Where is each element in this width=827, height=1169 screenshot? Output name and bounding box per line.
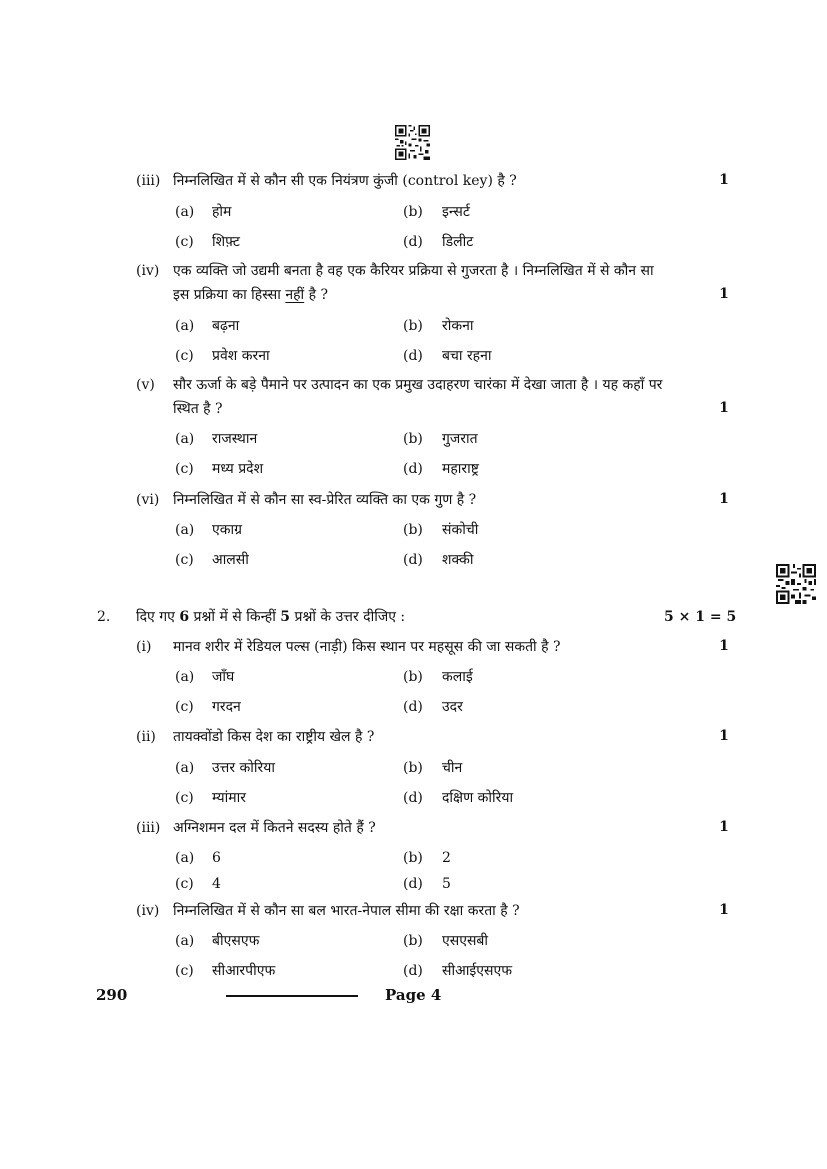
- option-tag: (c): [175, 963, 194, 979]
- question-marks: 1: [719, 491, 729, 507]
- question-number: (iv): [136, 903, 160, 919]
- option-tag: (c): [175, 461, 194, 477]
- option-tag: (a): [175, 204, 195, 220]
- question-text-line1: एक व्यक्ति जो उद्यमी बनता है वह एक कैरियर प्रक्रिया से गुजरता है । निम्नलिखित में से कौन सा: [173, 263, 654, 279]
- option-tag: (d): [403, 348, 423, 364]
- option-text: संकोची: [442, 522, 479, 538]
- question-number: (i): [136, 639, 152, 655]
- option-tag: (a): [175, 760, 195, 776]
- option-text: सीआरपीएफ: [212, 963, 276, 979]
- option-tag: (b): [403, 760, 423, 776]
- option-tag: (b): [403, 933, 423, 949]
- option-tag: (d): [403, 790, 423, 806]
- question-marks: 1: [719, 286, 729, 302]
- option-text: 2: [442, 850, 451, 866]
- option-text: चीन: [442, 760, 463, 776]
- heading-part: प्रश्नों के उत्तर दीजिए :: [290, 609, 406, 625]
- question-marks: 1: [719, 172, 729, 188]
- option-tag: (b): [403, 431, 423, 447]
- option-text: सीआईएसएफ: [442, 963, 513, 979]
- footer-divider: [226, 995, 358, 997]
- option-text: दक्षिण कोरिया: [442, 790, 514, 806]
- option-tag: (b): [403, 669, 423, 685]
- option-text: मध्य प्रदेश: [212, 461, 264, 477]
- option-tag: (a): [175, 669, 195, 685]
- option-tag: (d): [403, 461, 423, 477]
- page-number: Page 4: [385, 986, 442, 1004]
- question-text: निम्नलिखित में से कौन सी एक नियंत्रण कुंजी (control key) है ?: [173, 173, 517, 189]
- option-tag: (c): [175, 699, 194, 715]
- option-text: रोकना: [442, 318, 474, 334]
- option-text: म्यांमार: [212, 790, 247, 806]
- question-text-line2: [173, 286, 328, 304]
- option-tag: (c): [175, 790, 194, 806]
- option-text: एसएसबी: [442, 933, 489, 949]
- question-text-line1: सौर ऊर्जा के बड़े पैमाने पर उत्पादन का एक प्रमुख उदाहरण चारंका में देखा जाता है । यह कहाँ पर: [173, 377, 663, 393]
- question-text-part: इस प्रक्रिया का हिस्सा: [173, 287, 286, 303]
- question-marks: 1: [719, 638, 729, 654]
- option-text: 5: [442, 876, 451, 892]
- question-text: अग्निशमन दल में कितने सदस्य होते हैं ?: [173, 820, 376, 836]
- option-text: उत्तर कोरिया: [212, 760, 275, 776]
- option-text: कलाई: [442, 669, 473, 685]
- option-tag: (a): [175, 933, 195, 949]
- question-marks: 1: [719, 728, 729, 744]
- option-tag: (a): [175, 850, 195, 866]
- option-tag: (d): [403, 699, 423, 715]
- heading-count-answer: 5: [280, 609, 291, 625]
- option-text: राजस्थान: [212, 431, 258, 447]
- section-heading: [136, 608, 405, 626]
- question-number: (vi): [136, 492, 160, 508]
- option-tag: (a): [175, 522, 195, 538]
- question-marks: 1: [719, 400, 729, 416]
- option-text: प्रवेश करना: [212, 348, 270, 364]
- section-marks: 5 × 1 = 5: [664, 609, 737, 625]
- question-number: (iii): [136, 173, 161, 189]
- option-text: उदर: [442, 699, 463, 715]
- option-text: एकाग्र: [212, 522, 243, 538]
- option-text: आलसी: [212, 552, 249, 568]
- option-text: बढ़ना: [212, 318, 240, 334]
- option-text: शिफ़्ट: [212, 234, 240, 250]
- option-text: 6: [212, 850, 221, 866]
- option-tag: (a): [175, 318, 195, 334]
- option-tag: (d): [403, 963, 423, 979]
- question-number: (v): [136, 377, 155, 393]
- question-number: (ii): [136, 729, 156, 745]
- question-text: मानव शरीर में रेडियल पल्स (नाड़ी) किस स्थान पर महसूस की जा सकती है ?: [173, 639, 561, 655]
- section-number: 2.: [97, 609, 111, 625]
- option-tag: (b): [403, 318, 423, 334]
- option-tag: (d): [403, 234, 423, 250]
- option-text: शक्की: [442, 552, 474, 568]
- option-tag: (b): [403, 850, 423, 866]
- option-text: जाँघ: [212, 669, 235, 685]
- question-marks: 1: [719, 819, 729, 835]
- option-text: इन्सर्ट: [442, 204, 470, 220]
- question-text: तायक्वोंडो किस देश का राष्ट्रीय खेल है ?: [173, 729, 375, 745]
- option-text: बचा रहना: [442, 348, 492, 364]
- paper-code: 290: [96, 986, 128, 1004]
- question-text: निम्नलिखित में से कौन सा स्व-प्रेरित व्यक्ति का एक गुण है ?: [173, 492, 477, 508]
- question-number: (iv): [136, 263, 160, 279]
- heading-part: दिए गए: [136, 609, 180, 625]
- qr-code-side: [776, 564, 816, 604]
- heading-part: प्रश्नों में से किन्हीं: [189, 609, 281, 625]
- option-tag: (b): [403, 204, 423, 220]
- option-tag: (d): [403, 876, 423, 892]
- question-text-part: है ?: [304, 287, 329, 303]
- option-text: डिलीट: [442, 234, 474, 250]
- option-tag: (c): [175, 876, 194, 892]
- question-marks: 1: [719, 902, 729, 918]
- option-text: गुजरात: [442, 431, 478, 447]
- option-tag: (b): [403, 522, 423, 538]
- option-text: बीएसएफ: [212, 933, 260, 949]
- option-tag: (d): [403, 552, 423, 568]
- question-number: (iii): [136, 820, 161, 836]
- option-tag: (c): [175, 552, 194, 568]
- question-text-line2: स्थित है ?: [173, 401, 223, 417]
- question-text: निम्नलिखित में से कौन सा बल भारत-नेपाल सीमा की रक्षा करता है ?: [173, 903, 520, 919]
- qr-code-top: [395, 125, 430, 160]
- option-tag: (c): [175, 234, 194, 250]
- question-text-emphasis: नहीं: [285, 287, 305, 303]
- option-tag: (c): [175, 348, 194, 364]
- option-text: महाराष्ट्र: [442, 461, 479, 477]
- option-text: 4: [212, 876, 221, 892]
- option-text: गरदन: [212, 699, 241, 715]
- option-text: होम: [212, 204, 232, 220]
- heading-count-total: 6: [179, 609, 190, 625]
- option-tag: (a): [175, 431, 195, 447]
